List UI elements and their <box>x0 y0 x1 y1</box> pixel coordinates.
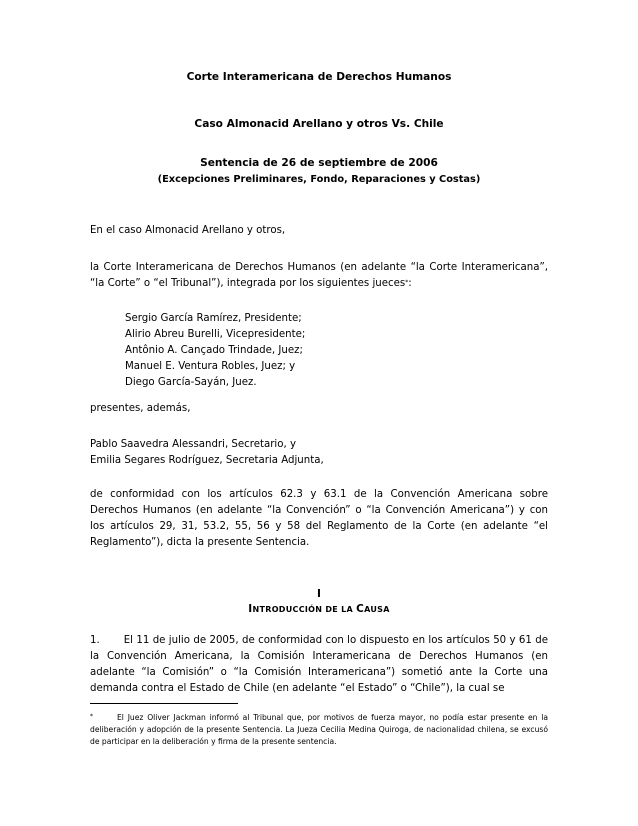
footnote-text: El Juez Oliver Jackman informó al Tribunal que, por motivos de fuerza mayor, no podía estar presente en la deliberación y adopción de la presente Sentencia. La Jueza Cecilia Medina Quiroga, de nacionalidad chilena, se excusó de participar en la deliberación y firma de la presente sentencia. <box>90 713 548 746</box>
section-title-word: CAUSA <box>356 603 390 615</box>
paragraph-1-number: 1. <box>90 635 100 646</box>
section-title-word: INTRODUCCIÓN <box>248 603 326 615</box>
judge-item: Alirio Abreu Burelli, Vicepresidente; <box>125 329 306 340</box>
court-composition-paragraph <box>90 260 548 292</box>
intro-line: En el caso Almonacid Arellano y otros, <box>90 225 286 236</box>
conformidad-paragraph: de conformidad con los artículos 62.3 y 63.1 de la Convención Americana sobre Derechos Humanos (en adelante “la Convención” o “la Convención Americana”) y con los artículos 29, 31, 53.2, 55, 56 y 58 del Reglamento de la Corte (en adelante “el Reglamento”), dicta la presente Sentencia. <box>90 489 548 548</box>
judge-item: Manuel E. Ventura Robles, Juez; y <box>125 361 296 372</box>
paragraph-1 <box>90 633 548 697</box>
judge-item: Diego García-Sayán, Juez. <box>125 377 257 388</box>
section-title-word: DE LA <box>325 605 357 614</box>
judge-item: Antônio A. Cançado Trindade, Juez; <box>125 345 303 356</box>
case-title: Caso Almonacid Arellano y otros Vs. Chile <box>194 118 444 130</box>
footnote-reference[interactable]: * <box>405 279 409 286</box>
court-composition-colon: : <box>408 278 412 289</box>
court-composition-text: la Corte Interamericana de Derechos Humanos (en adelante “la Corte Interamericana”, “la Corte” o “el Tribunal”), integrada por los siguientes jueces <box>90 262 548 289</box>
secretary-item: Emilia Segares Rodríguez, Secretaria Adjunta, <box>90 455 324 466</box>
footnote <box>90 712 548 748</box>
section-number: I <box>317 588 321 600</box>
section-title <box>90 603 548 615</box>
sentence-date: Sentencia de 26 de septiembre de 2006 <box>200 157 438 169</box>
paragraph-1-text: El 11 de julio de 2005, de conformidad con lo dispuesto en los artículos 50 y 61 de la Convención Americana, la Comisión Interamericana de Derechos Humanos (en adelante “la Comisión” o “la Comisión Interamericana”) sometió ante la Corte una demanda contra el Estado de Chile (en adelante “el Estado” o “Chile”), la cual se <box>90 635 548 694</box>
secretary-item: Pablo Saavedra Alessandri, Secretario, y <box>90 439 296 450</box>
footnote-divider <box>90 703 238 704</box>
judges-list <box>125 311 305 391</box>
court-title: Corte Interamericana de Derechos Humanos <box>186 71 452 83</box>
footnote-mark: * <box>90 713 93 720</box>
sentence-subtitle: (Excepciones Preliminares, Fondo, Reparaciones y Costas) <box>157 174 481 185</box>
judge-item: Sergio García Ramírez, Presidente; <box>125 313 302 324</box>
presentes-line: presentes, además, <box>90 403 191 414</box>
secretaries-block <box>90 437 548 469</box>
